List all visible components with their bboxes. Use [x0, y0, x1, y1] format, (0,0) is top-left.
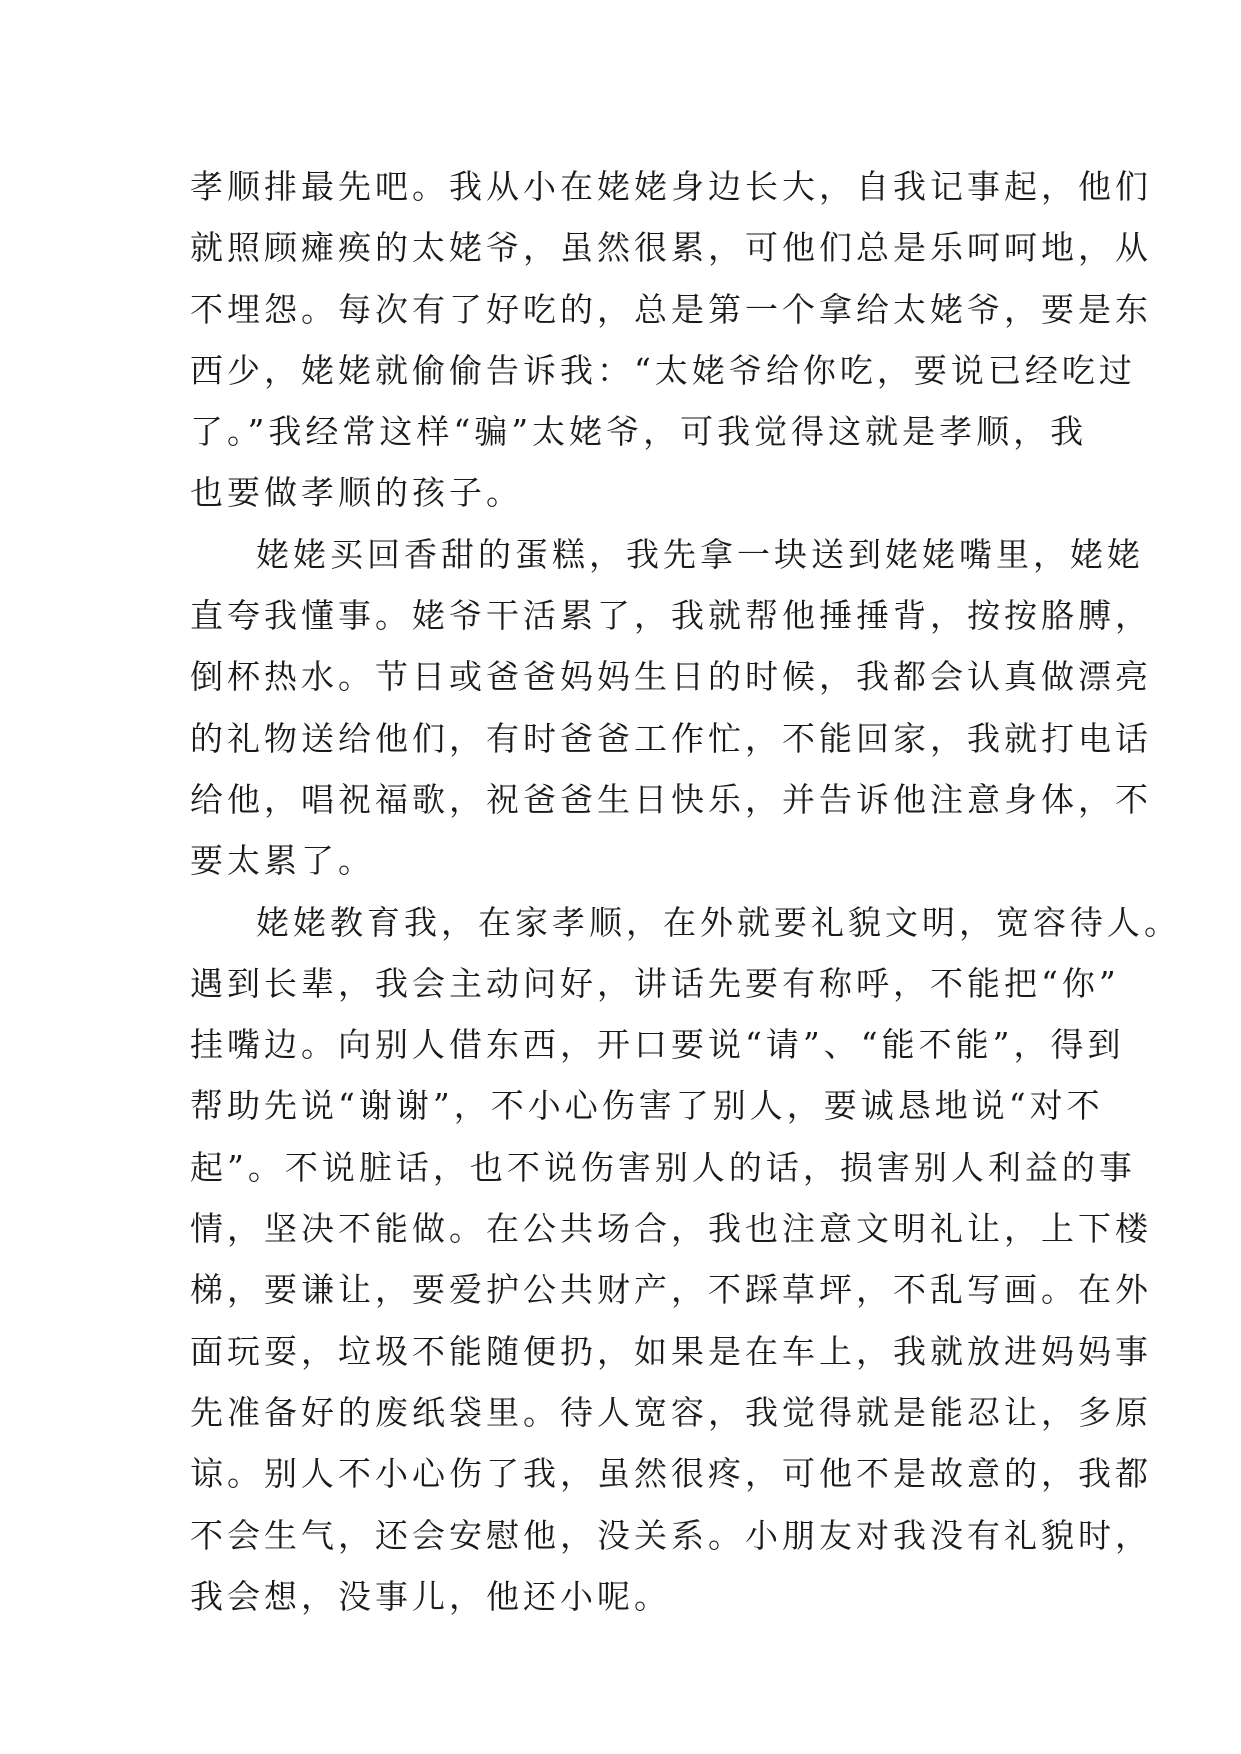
- text-line: 姥姥教育我，在家孝顺，在外就要礼貌文明，宽容待人。: [256, 902, 1181, 942]
- text-line: 倒杯热水。节日或爸爸妈妈生日的时候，我都会认真做漂亮: [190, 657, 1152, 697]
- text-line: 我会想，没事儿，他还小呢。: [190, 1576, 671, 1616]
- text-line: 梯，要谦让，要爱护公共财产，不踩草坪，不乱写画。在外: [190, 1270, 1152, 1310]
- text-line: 情，坚决不能做。在公共场合，我也注意文明礼让，上下楼: [190, 1209, 1152, 1249]
- text-line: 西少，姥姥就偷偷告诉我：“太姥爷给你吃，要说已经吃过: [190, 350, 1136, 390]
- text-line: 孝顺排最先吧。我从小在姥姥身边长大，自我记事起，他们: [190, 167, 1152, 206]
- text-line: 遇到长辈，我会主动问好，讲话先要有称呼，不能把“你”: [190, 963, 1120, 1003]
- paragraph-3: [190, 892, 1181, 1628]
- text-line: 不埋怨。每次有了好吃的，总是第一个拿给太姥爷，要是东: [190, 289, 1152, 329]
- text-line: 的礼物送给他们，有时爸爸工作忙，不能回家，我就打电话: [190, 718, 1152, 758]
- text-line: 帮助先说“谢谢”，不小心伤害了别人，要诚恳地说“对不: [190, 1086, 1104, 1126]
- text-line: 要太累了。: [190, 841, 375, 881]
- text-line: 谅。别人不小心伤了我，虽然很疼，可他不是故意的，我都: [190, 1454, 1152, 1494]
- text-line: 先准备好的废纸袋里。待人宽容，我觉得就是能忍让，多原: [190, 1392, 1152, 1432]
- text-line: 面玩耍，垃圾不能随便扔，如果是在车上，我就放进妈妈事: [190, 1331, 1152, 1371]
- paragraph-1: [190, 156, 1152, 524]
- text-line: 挂嘴边。向别人借东西，开口要说“请”、“能不能”，得到: [190, 1025, 1125, 1065]
- text-line: 了。”我经常这样“骗”太姥爷，可我觉得这就是孝顺，我: [190, 412, 1088, 452]
- paragraph-2: [190, 524, 1152, 892]
- text-line: 也要做孝顺的孩子。: [190, 473, 523, 513]
- text-line: 给他，唱祝福歌，祝爸爸生日快乐，并告诉他注意身体，不: [190, 779, 1152, 819]
- text-line: 就照顾瘫痪的太姥爷，虽然很累，可他们总是乐呵呵地，从: [190, 228, 1152, 268]
- text-line: 不会生气，还会安慰他，没关系。小朋友对我没有礼貌时，: [190, 1515, 1152, 1555]
- document-body: [190, 156, 1181, 1627]
- text-line: 姥姥买回香甜的蛋糕，我先拿一块送到姥姥嘴里，姥姥: [256, 534, 1144, 574]
- text-line: 直夸我懂事。姥爷干活累了，我就帮他捶捶背，按按胳膊，: [190, 596, 1152, 636]
- text-line: 起”。不说脏话，也不说伤害别人的话，损害别人利益的事: [190, 1147, 1136, 1187]
